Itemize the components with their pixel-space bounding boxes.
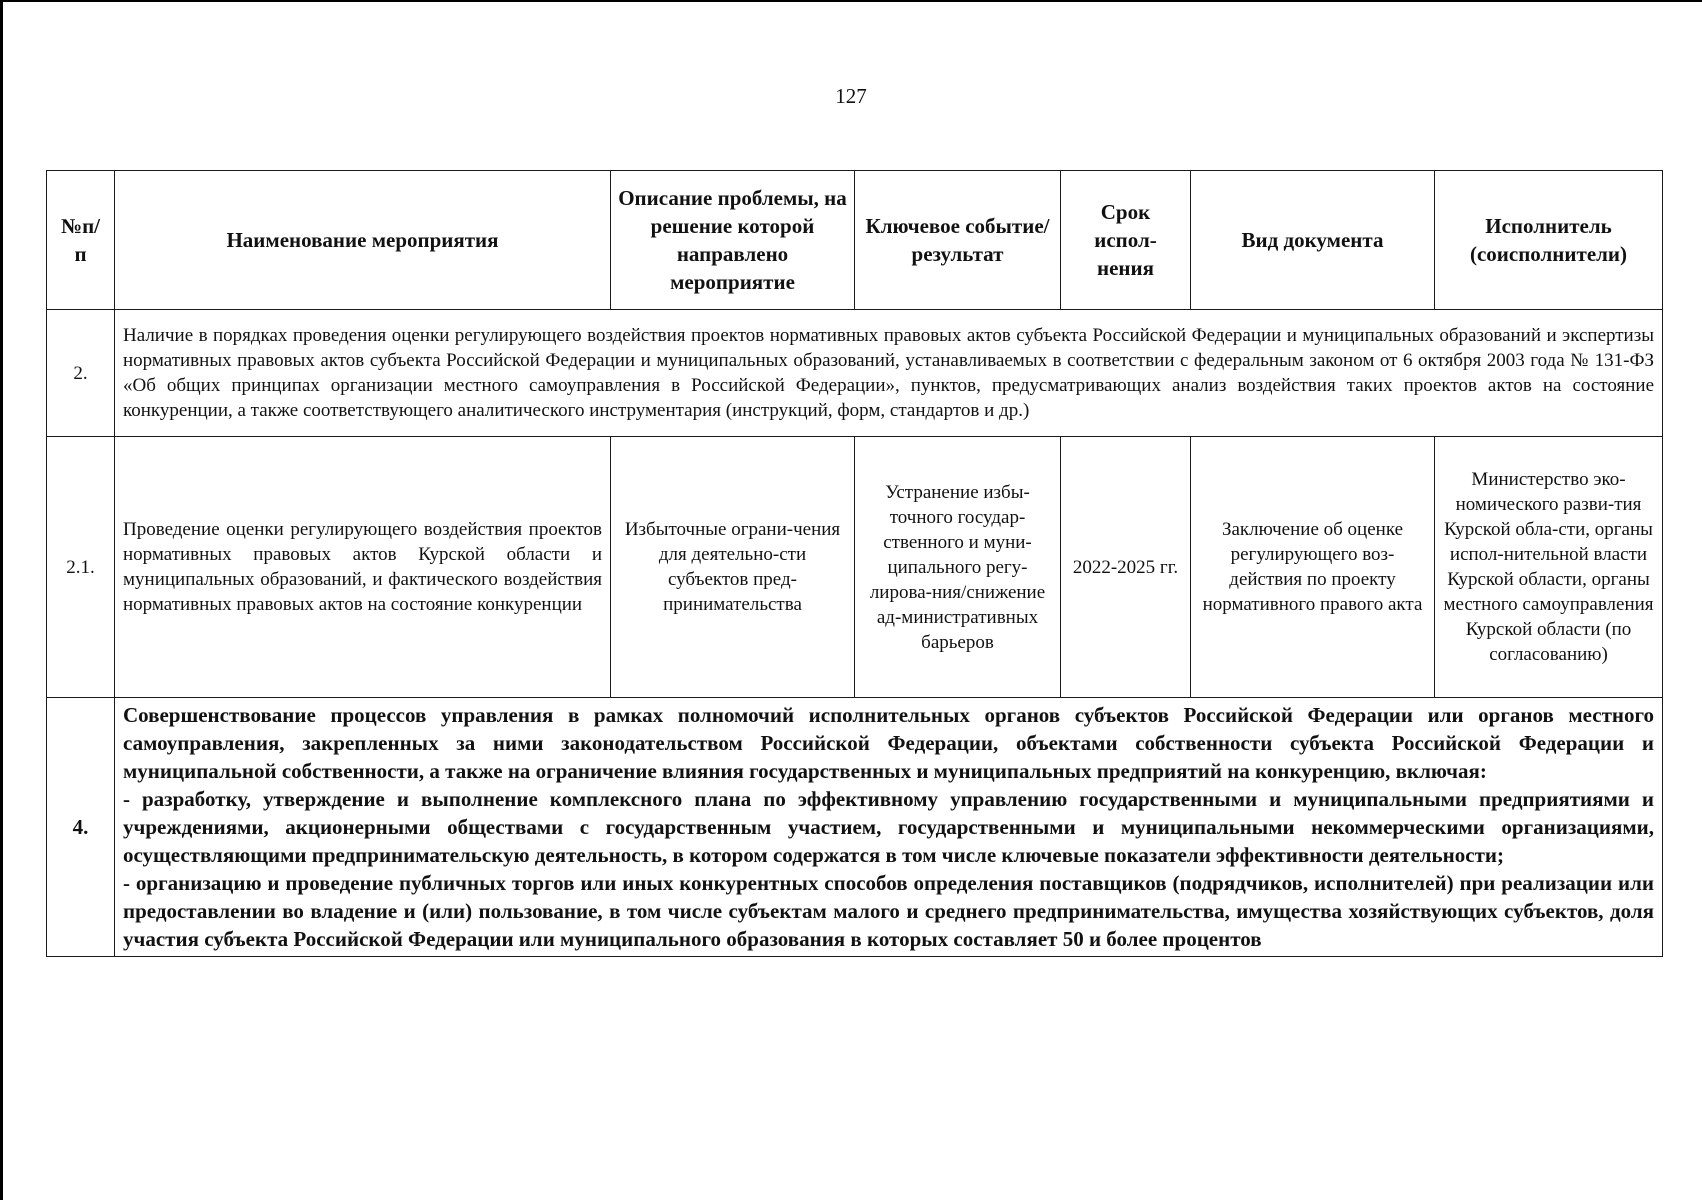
measures-table: [46, 170, 1663, 957]
header-measure-name: Наименование мероприятия: [115, 171, 611, 310]
header-term: Срок испол- нения: [1061, 171, 1191, 310]
row-number: 2.1.: [47, 437, 115, 698]
table-row: [47, 437, 1663, 698]
key-event-cell: Устранение избы-точного государ-ственного и муни-ципального регу-лирова-ния/снижение ад-министративных барьеров: [855, 437, 1061, 698]
section-item: - разработку, утверждение и выполнение комплексного плана по эффективному управлению государственными и муниципальными предприятиями и учреждениями, акционерными обществами с государственным участием, государственными и муниципальными некоммерческими организациями, осуществляющими предпринимательскую деятельность, в котором содержатся в том числе ключевые показатели эффективности деятельности;: [123, 787, 1654, 867]
header-executor: Исполнитель (соисполнители): [1435, 171, 1663, 310]
page-number: 127: [835, 84, 867, 108]
header-key-event: Ключевое событие/ результат: [855, 171, 1061, 310]
problem-cell: Избыточные ограни-чения для деятельно-сти субъектов пред-принимательства: [611, 437, 855, 698]
page-border-left: [0, 0, 3, 1200]
table-header-row: [47, 171, 1663, 310]
section-item: - организацию и проведение публичных торгов или иных конкурентных способов определения поставщиков (подрядчиков, исполнителей) при реализации или предоставлении во владение и (или) пользование, в том числе субъектам малого и среднего предпринимательства, имущества хозяйствующих субъектов, доля участия субъекта Российской Федерации или муниципального образования в которых составляет 50 и более процентов: [123, 871, 1654, 951]
section-description-bold: [115, 698, 1663, 957]
table-row: [47, 310, 1663, 437]
document-cell: Заключение об оценке регулирующего воз-действия по проекту нормативного правого акта: [1191, 437, 1435, 698]
header-problem-description: Описание проблемы, на решение которой направлено мероприятие: [611, 171, 855, 310]
section-description: Наличие в порядках проведения оценки регулирующего воздействия проектов нормативных правовых актов субъекта Российской Федерации и муниципальных образований и экспертизы нормативных правовых актов субъекта Российской Федерации и муниципальных образований, устанавливаемых в соответствии с федеральным законом от 6 октября 2003 года № 131-ФЗ «Об общих принципах организации местного самоуправления в Российской Федерации», пунктов, предусматривающих анализ воздействия таких проектов актов на состояние конкуренции, а также соответствующего аналитического инструментария (инструкций, форм, стандартов и др.): [115, 310, 1663, 437]
term-cell: 2022-2025 гг.: [1061, 437, 1191, 698]
page-border-top: [0, 0, 1702, 2]
row-number: 2.: [47, 310, 115, 437]
executor-cell: Министерство эко-номического разви-тия Курской обла-сти, органы испол-нительной власти Курской области, органы местного самоуправления Курской области (по согласованию): [1435, 437, 1663, 698]
header-document-type: Вид документа: [1191, 171, 1435, 310]
row-number: 4.: [47, 698, 115, 957]
table-row: [47, 698, 1663, 957]
header-number: №п/ п: [47, 171, 115, 310]
measure-name-cell: Проведение оценки регулирующего воздействия проектов нормативных правовых актов Курской области и муниципальных образований, и фактического воздействия нормативных правовых актов на состояние конкуренции: [115, 437, 611, 698]
section-intro: Совершенствование процессов управления в рамках полномочий исполнительных органов субъектов Российской Федерации или органов местного самоуправления, закрепленных за ними законодательством Российской Федерации, объектами собственности субъекта Российской Федерации и муниципальной собственности, а также на ограничение влияния государственных и муниципальных предприятий на конкуренцию, включая:: [123, 703, 1654, 783]
